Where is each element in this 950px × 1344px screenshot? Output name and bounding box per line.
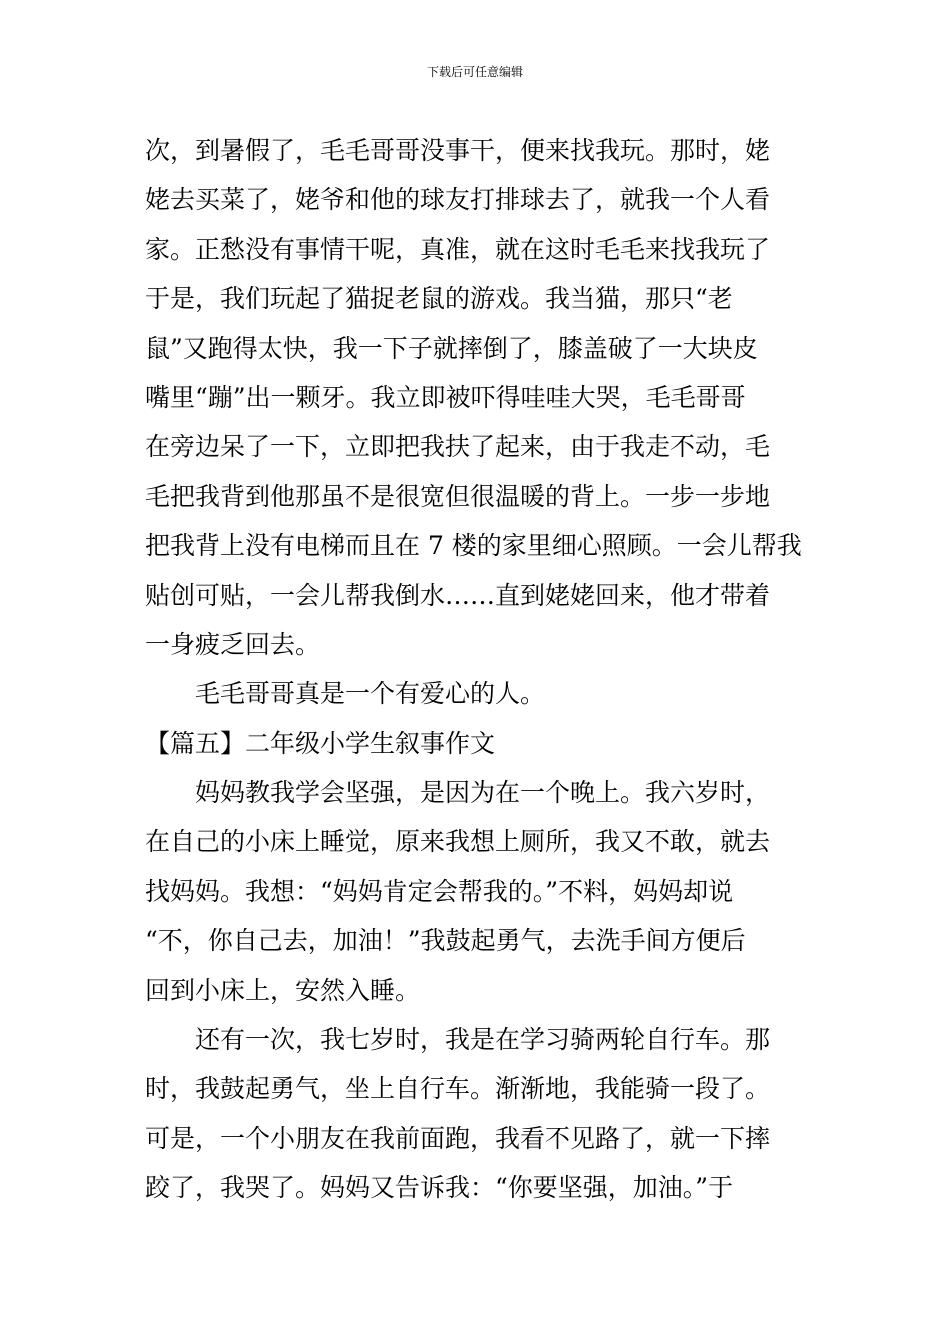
text-line: 找妈妈。我想：“妈妈肯定会帮我的。”不料，妈妈却说 [145,876,734,906]
text-line: “不，你自己去，加油！”我鼓起勇气，去洗手间方便后 [145,926,746,956]
text-line: 把我背上没有电梯而且在 7 楼的家里细心照顾。一会儿帮我 [145,531,802,561]
text-line: 跤了，我哭了。妈妈又告诉我：“你要坚强，加油。”于 [145,1173,734,1203]
text-line: 可是，一个小朋友在我前面跑，我看不见路了，就一下摔 [145,1123,771,1153]
page-header-note: 下载后可任意编辑 [426,65,523,79]
text-line: 鼠”又跑得太快，我一下子就摔倒了，膝盖破了一大块皮 [145,333,758,363]
text-line: 家。正愁没有事情干呢，真准，就在这时毛毛来找我玩了 [145,234,771,264]
paragraph-first-line: 毛毛哥哥真是一个有爱心的人。 [195,679,546,709]
text-line: 在自己的小床上睡觉，原来我想上厕所，我又不敢，就去 [145,827,771,857]
document-body [145,126,805,1213]
text-line: 时，我鼓起勇气，坐上自行车。渐渐地，我能骑一段了。 [145,1074,771,1104]
text-line: 在旁边呆了一下，立即把我扶了起来，由于我走不动，毛 [145,432,771,462]
text-line: 姥去买菜了，姥爷和他的球友打排球去了，就我一个人看 [145,185,771,215]
paragraph-first-line: 妈妈教我学会坚强，是因为在一个晚上。我六岁时， [195,778,771,808]
text-line: 次，到暑假了，毛毛哥哥没事干，便来找我玩。那时，姥 [145,136,771,165]
section-heading: 【篇五】二年级小学生叙事作文 [145,728,496,758]
text-line: 一身疲乏回去。 [145,629,321,659]
paragraph-first-line: 还有一次，我七岁时，我是在学习骑两轮自行车。那 [195,1025,771,1055]
text-line: 回到小床上，安然入睡。 [145,975,421,1005]
text-line: 嘴里“蹦”出一颗牙。我立即被吓得哇哇大哭，毛毛哥哥 [145,382,746,412]
text-line: 毛把我背到他那虽不是很宽但很温暖的背上。一步一步地 [145,481,771,511]
text-line: 贴创可贴，一会儿帮我倒水……直到姥姥回来，他才带着 [145,580,771,610]
text-line: 于是，我们玩起了猫捉老鼠的游戏。我当猫，那只“老 [145,284,733,314]
